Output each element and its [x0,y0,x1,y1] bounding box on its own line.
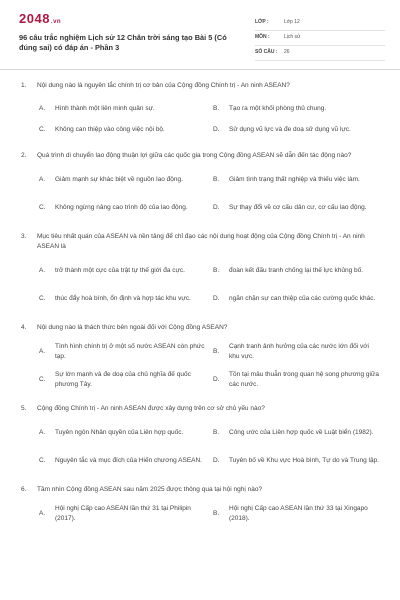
answer-option-c[interactable] [39,289,213,309]
header-divider [0,69,400,70]
answer-option-b[interactable] [213,504,387,524]
answer-option-c[interactable] [39,370,213,390]
answer-option-a[interactable] [39,504,213,524]
answer-option-b[interactable] [213,103,387,115]
question [0,151,400,226]
answer-option-d[interactable] [213,289,387,309]
logo-suffix: .vn [50,19,62,25]
option-text: Hội nghị Cấp cao ASEAN lần thứ 31 tại Philipin (2017). [55,505,191,522]
answer-option-a[interactable] [39,261,213,281]
question-stem [0,151,400,161]
option-letter: C. [39,457,46,464]
meta-label: LỚP : [255,19,269,25]
option-letter: A. [39,176,46,183]
option-letter: A. [39,348,46,355]
option-text: Không ngừng nâng cao trình độ của lao động. [55,204,188,211]
question-text: Nội dung nào là thách thức bên ngoài đối với Cộng đồng ASEAN? [37,324,228,331]
option-text: Hình thành một liên minh quân sự. [55,105,155,112]
question-number: 2. [21,152,27,159]
option-text: Nguyên tắc và mục đích của Hiến chương ASEAN. [55,457,202,464]
question-number: 6. [21,486,27,493]
option-letter: B. [213,429,220,436]
option-text: Sử dụng vũ lực và đe doạ sử dụng vũ lực. [229,126,351,133]
answer-option-b[interactable] [213,423,387,443]
answer-option-b[interactable] [213,170,387,190]
question-number: 5. [21,405,27,412]
option-text: Sự lớn mạnh và đe doạ của chủ nghĩa đế quốc phương Tây. [55,371,191,388]
option-text: thúc đẩy hoà bình, ổn định và hợp tác khu vực. [55,295,191,302]
option-letter: C. [39,376,46,383]
meta-label: SỐ CÂU : [255,49,278,55]
option-letter: B. [213,348,220,355]
option-text: đoàn kết đấu tranh chống lại thế lực khủng bố. [229,267,364,274]
answer-option-d[interactable] [213,198,387,218]
option-grid [0,170,400,226]
question-stem [0,81,400,91]
question [0,485,400,532]
option-letter: C. [39,204,46,211]
option-grid [0,342,400,398]
question-text: Nội dung nào là nguyên tắc chính trị cơ bản của Cộng đồng Chính trị - An ninh ASEAN? [37,82,290,89]
question [0,232,400,317]
option-text: Tình hình chính trị ở một số nước ASEAN còn phức tạp. [55,343,205,360]
answer-option-a[interactable] [39,170,213,190]
answer-option-d[interactable] [213,124,387,136]
meta-row-class [255,17,385,31]
option-letter: D. [213,376,220,383]
meta-row-subject [255,32,385,46]
option-letter: D. [213,295,220,302]
question-text: Mục tiêu nhất quán của ASEAN và nền tảng để chỉ đạo các nội dung hoạt động của Cộng đồng Chính trị - An ninh ASEAN là [37,233,365,250]
meta-row-count [255,47,385,61]
question [0,404,400,479]
meta-value: Lịch sử [284,34,301,40]
answer-option-a[interactable] [39,423,213,443]
question-number: 4. [21,324,27,331]
option-letter: A. [39,510,46,517]
option-letter: D. [213,204,220,211]
option-letter: C. [39,126,46,133]
answer-option-a[interactable] [39,342,213,362]
option-grid [0,504,400,532]
answer-option-b[interactable] [213,261,387,281]
question [0,81,400,145]
logo-text: 2048 [19,11,50,26]
question [0,323,400,398]
option-letter: D. [213,457,220,464]
answer-option-d[interactable] [213,370,387,390]
option-text: Công ước của Liên hợp quốc về Luật biển (1982). [229,429,374,436]
option-text: ngăn chặn sự can thiệp của các cường quốc khác. [229,295,376,302]
option-grid [0,261,400,317]
option-text: Giảm mạnh sự khác biệt về nguồn lao động. [55,176,183,183]
question-text: Tầm nhìn Cộng đồng ASEAN sau năm 2025 được thông qua tại hội nghị nào? [37,486,263,493]
option-grid [0,103,400,145]
option-letter: B. [213,510,220,517]
option-letter: B. [213,267,220,274]
question-list [0,81,400,532]
option-text: Sự thay đổi về cơ cấu dân cư, cơ cấu lao động. [229,204,367,211]
question-stem [0,232,400,252]
option-letter: A. [39,267,46,274]
question-text: Quá trình di chuyển lao động thuận lợi giữa các quốc gia trong Cộng đồng ASEAN sẽ dẫn đến tác động nào? [37,152,352,159]
page-title: 96 câu trắc nghiệm Lịch sử 12 Chân trời sáng tạo Bài 5 (Có đúng sai) có đáp án - Phần 3 [19,33,227,52]
question-number: 1. [21,82,27,89]
option-letter: A. [39,105,46,112]
meta-label: MÔN : [255,34,270,40]
answer-option-c[interactable] [39,198,213,218]
question-stem [0,485,400,495]
question-stem [0,404,400,414]
option-text: Không can thiệp vào công việc nội bộ. [55,126,165,133]
answer-option-d[interactable] [213,451,387,471]
option-letter: B. [213,176,220,183]
meta-info [255,17,385,62]
option-grid [0,423,400,479]
option-text: Cạnh tranh ảnh hưởng của các nước lớn đối với khu vực. [229,343,369,360]
site-logo[interactable] [19,11,61,26]
question-text: Cộng đồng Chính trị - An ninh ASEAN được xây dựng trên cơ sở chủ yếu nào? [37,405,265,412]
question-number: 3. [21,233,27,240]
option-letter: B. [213,105,220,112]
answer-option-a[interactable] [39,103,213,115]
meta-value: Lớp 12 [284,19,300,25]
page-header [0,0,400,72]
option-letter: C. [39,295,46,302]
answer-option-c[interactable] [39,451,213,471]
option-letter: D. [213,126,220,133]
option-text: Tạo ra một khối phòng thủ chung. [229,105,327,112]
answer-option-b[interactable] [213,342,387,362]
option-text: Tuyên bố về Khu vực Hoà bình, Tự do và Trung lập. [229,457,379,464]
option-text: Tuyên ngôn Nhân quyền của Liên hợp quốc. [55,429,184,436]
option-text: Giảm tình trạng thất nghiệp và thiếu việc làm. [229,176,360,183]
meta-value: 26 [284,49,290,55]
option-text: Tồn tại mâu thuẫn trong quan hệ song phương giữa các nước. [229,371,379,388]
question-stem [0,323,400,333]
option-letter: A. [39,429,46,436]
option-text: trở thành một cực của trật tự thế giới đa cực. [55,267,185,274]
answer-option-c[interactable] [39,124,213,136]
option-text: Hội nghị Cấp cao ASEAN lần thứ 33 tại Xingapo (2018). [229,505,368,522]
